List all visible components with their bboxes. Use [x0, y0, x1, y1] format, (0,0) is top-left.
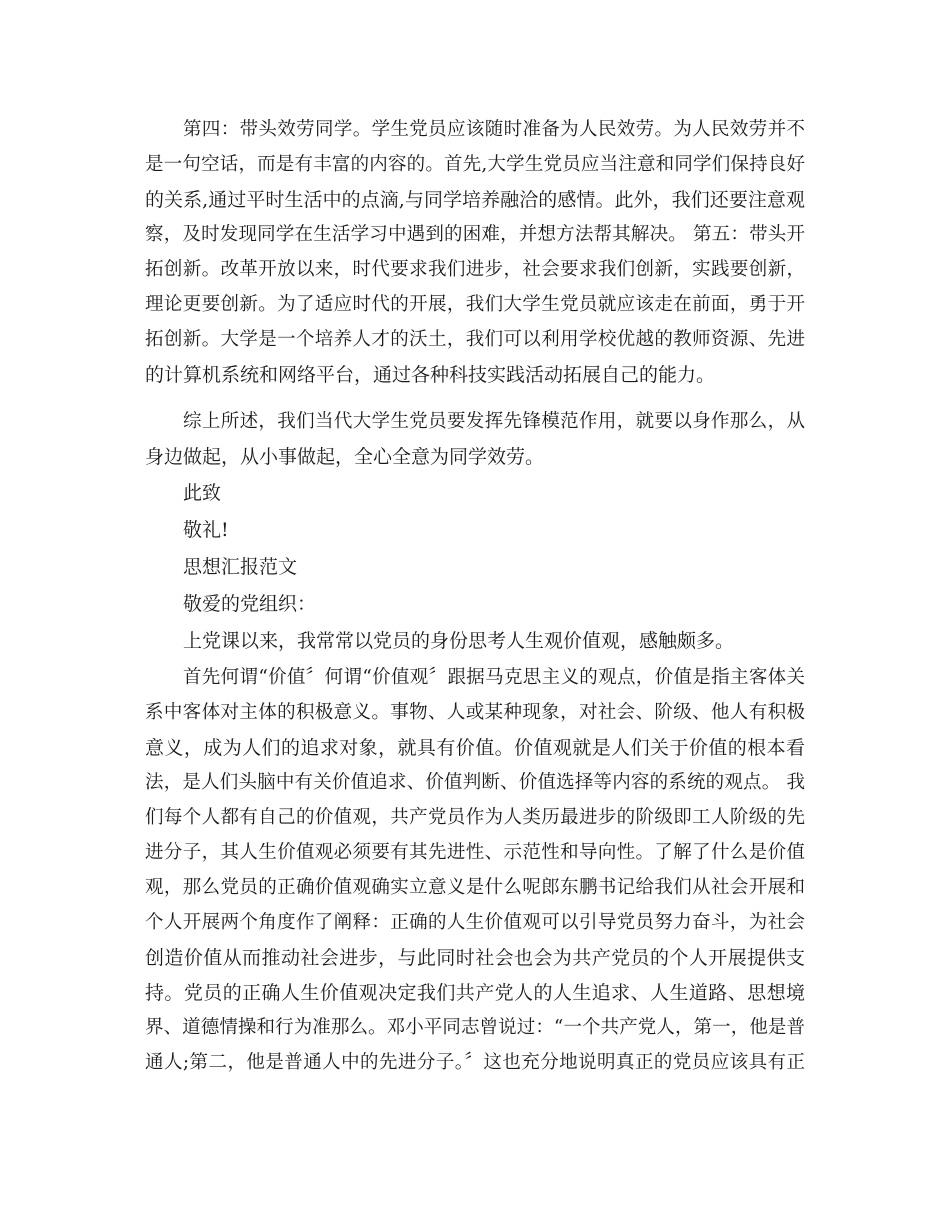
text-line: 第四：带头效劳同学。学生党员应该随时准备为人民效劳。为人民效劳并不 — [183, 119, 805, 140]
text-line: 拓创新。改革开放以来，时代要求我们进步，社会要求我们创新，实践要创新， — [145, 259, 805, 280]
text-line: 观，那么党员的正确价值观确实立意义是什么呢郎东鹏书记给我们从社会开展和 — [145, 877, 805, 898]
section-title: 思想汇报范文 — [183, 556, 298, 578]
text-line: 的计算机系统和网络平台，通过各种科技实践活动拓展自己的能力。 — [145, 364, 716, 386]
text-line: 通人;第二，他是普通人中的先进分子。〞这也充分地说明真正的党员应该具有正 — [145, 1052, 805, 1073]
text-line: 身边做起，从小事做起，全心全意为同学效劳。 — [145, 446, 545, 468]
text-line: 是一句空话，而是有丰富的内容的。首先,大学生党员应当注意和同学们保持良好 — [145, 154, 805, 175]
greeting-line: 敬爱的党组织： — [183, 593, 317, 615]
text-line: 界、道德情操和行为准那么。邓小平同志曾说过：“一个共产党人，第一，他是普 — [145, 1017, 805, 1038]
text-line: 创造价值从而推动社会进步，与此同时社会也会为共产党员的个人开展提供支 — [145, 947, 805, 969]
salutation-line: 此致 — [183, 482, 222, 504]
text-line: 综上所述，我们当代大学生党员要发挥先锋模范作用，就要以身作那么，从 — [183, 411, 805, 432]
text-line: 意义，成为人们的追求对象，就具有价值。价值观就是人们关于价值的根本看 — [145, 737, 805, 759]
text-line: 们每个人都有自己的价值观，共产党员作为人类历最进步的阶级即工人阶级的先 — [145, 807, 805, 828]
text-line: 拓创新。大学是一个培养人才的沃土，我们可以利用学校优越的教师资源、先进 — [145, 329, 805, 350]
text-line: 的关系,通过平时生活中的点滴,与同学培养融洽的感情。此外，我们还要注意观 — [145, 189, 805, 211]
text-line: 系中客体对主体的积极意义。事物、人或某种现象，对社会、阶级、他人有积极 — [145, 702, 805, 723]
text-line: 察，及时发现同学在生活学习中遇到的困难，并想方法帮其解决。 第五：带头开 — [145, 224, 805, 245]
salutation-line: 敬礼! — [183, 519, 229, 541]
text-line: 个人开展两个角度作了阐释：正确的人生价值观可以引导党员努力奋斗，为社会 — [145, 912, 805, 933]
text-line: 持。党员的正确人生价值观决定我们共产党人的人生追求、人生道路、思想境 — [145, 982, 805, 1004]
text-line: 进分子，其人生价值观必须要有其先进性、示范性和导向性。了解了什么是价值 — [145, 842, 805, 863]
text-line: 法，是人们头脑中有关价值追求、价值判断、价值选择等内容的系统的观点。 我 — [145, 772, 805, 793]
text-line: 上党课以来，我常常以党员的身份思考人生观价值观，感触颇多。 — [183, 630, 735, 652]
text-line: 理论更要创新。为了适应时代的开展，我们大学生党员就应该走在前面，勇于开 — [145, 294, 805, 315]
text-line: 首先何谓“价值〞何谓“价值观〞跟据马克思主义的观点，价值是指主客体关 — [183, 667, 805, 688]
